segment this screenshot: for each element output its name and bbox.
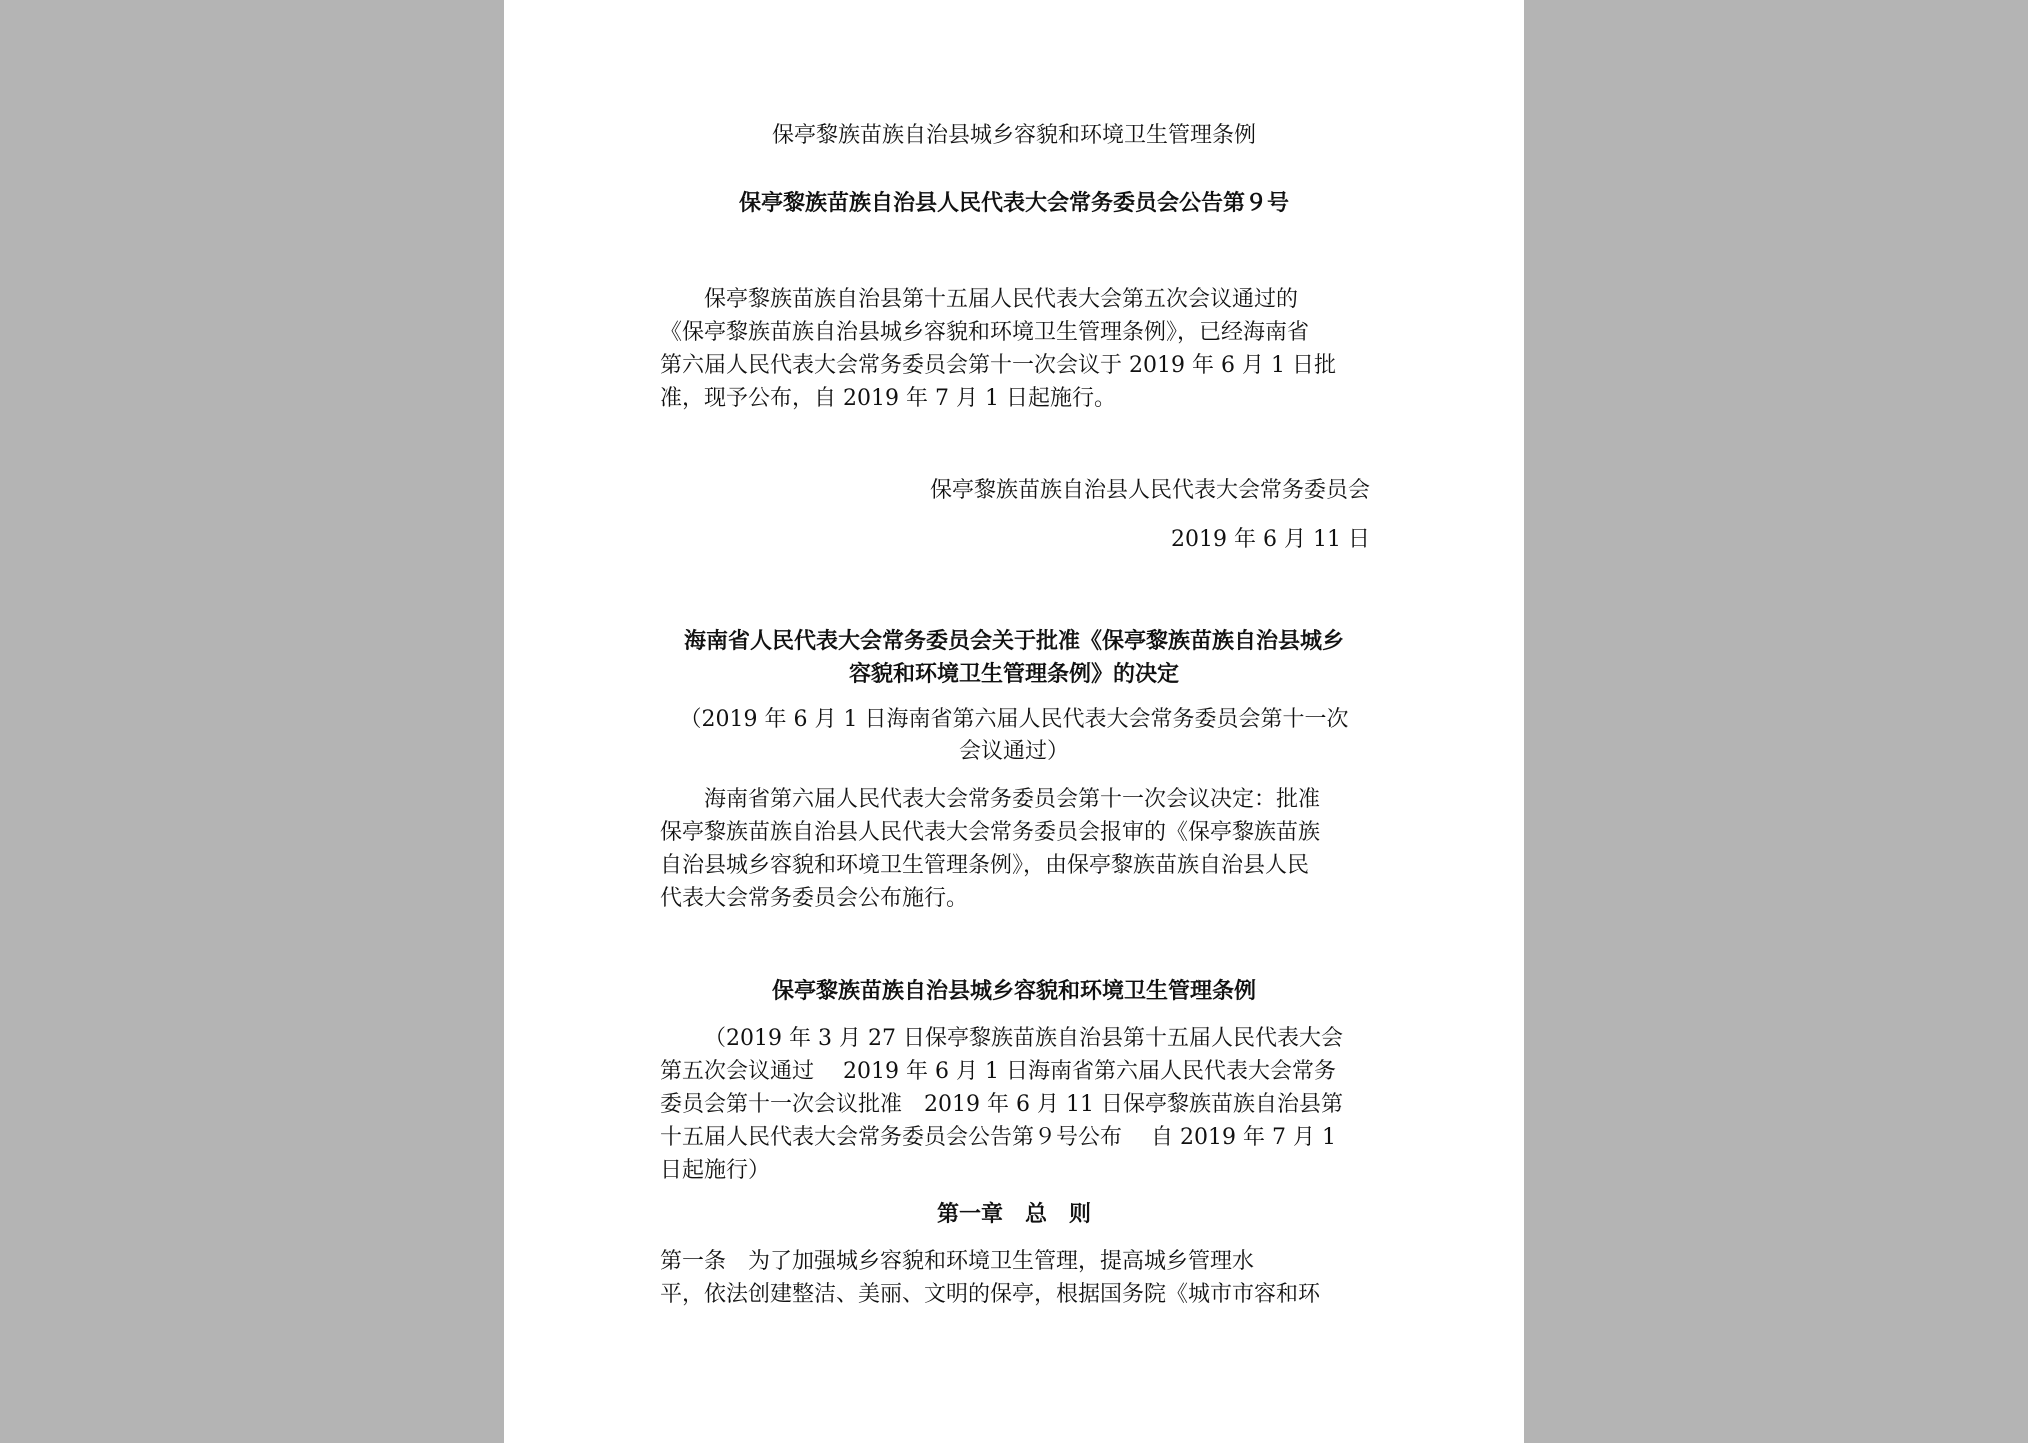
decision-body-line-3: 自治县城乡容貌和环境卫生管理条例》，由保亭黎族苗族自治县人民 [660,853,1310,878]
chapter-title: 第一章 总 则 [936,1201,1091,1227]
decision-note-line-2: 会议通过） [958,739,1069,764]
document-page [504,0,1524,1443]
article-body-line-1: 第一条 为了加强城乡容貌和环境卫生管理，提高城乡管理水 [660,1249,1255,1274]
regulation-note-line-5: 日起施行） [660,1158,771,1183]
regulation-note-line-1: （2019 年 3 月 27 日保亭黎族苗族自治县第十五届人民代表大会 [704,1026,1343,1051]
signature-date: 2019 年 6 月 11 日 [1171,527,1370,552]
decision-note-line-1: （2019 年 6 月 1 日海南省第六届人民代表大会常务委员会第十一次 [679,707,1349,732]
announcement-title: 保亭黎族苗族自治县人民代表大会常务委员会公告第９号 [738,190,1289,216]
announcement-body-line-1: 保亭黎族苗族自治县第十五届人民代表大会第五次会议通过的 [704,287,1299,312]
decision-title-line-2: 容貌和环境卫生管理条例》的决定 [848,661,1179,687]
decision-body-line-4: 代表大会常务委员会公布施行。 [660,886,969,911]
regulation-title: 保亭黎族苗族自治县城乡容貌和环境卫生管理条例 [771,978,1256,1004]
regulation-note-line-2: 第五次会议通过 2019 年 6 月 1 日海南省第六届人民代表大会常务 [660,1059,1336,1084]
article-body-line-2: 平，依法创建整洁、美丽、文明的保亭，根据国务院《城市市容和环 [660,1282,1321,1307]
signature-org: 保亭黎族苗族自治县人民代表大会常务委员会 [929,478,1370,503]
decision-body-line-2: 保亭黎族苗族自治县人民代表大会常务委员会报审的《保亭黎族苗族 [660,820,1321,845]
decision-title-line-1: 海南省人民代表大会常务委员会关于批准《保亭黎族苗族自治县城乡 [683,628,1344,654]
header-title: 保亭黎族苗族自治县城乡容貌和环境卫生管理条例 [771,123,1256,148]
decision-body-line-1: 海南省第六届人民代表大会常务委员会第十一次会议决定：批准 [704,787,1321,812]
announcement-body-line-2: 《保亭黎族苗族自治县城乡容貌和环境卫生管理条例》，已经海南省 [660,320,1310,345]
regulation-note-line-4: 十五届人民代表大会常务委员会公告第９号公布 自 2019 年 7 月 1 [660,1125,1336,1150]
announcement-body-line-3: 第六届人民代表大会常务委员会第十一次会议于 2019 年 6 月 1 日批 [660,353,1336,378]
announcement-body-line-4: 准，现予公布，自 2019 年 7 月 1 日起施行。 [660,386,1116,411]
regulation-note-line-3: 委员会第十一次会议批准 2019 年 6 月 11 日保亭黎族苗族自治县第 [660,1092,1343,1117]
